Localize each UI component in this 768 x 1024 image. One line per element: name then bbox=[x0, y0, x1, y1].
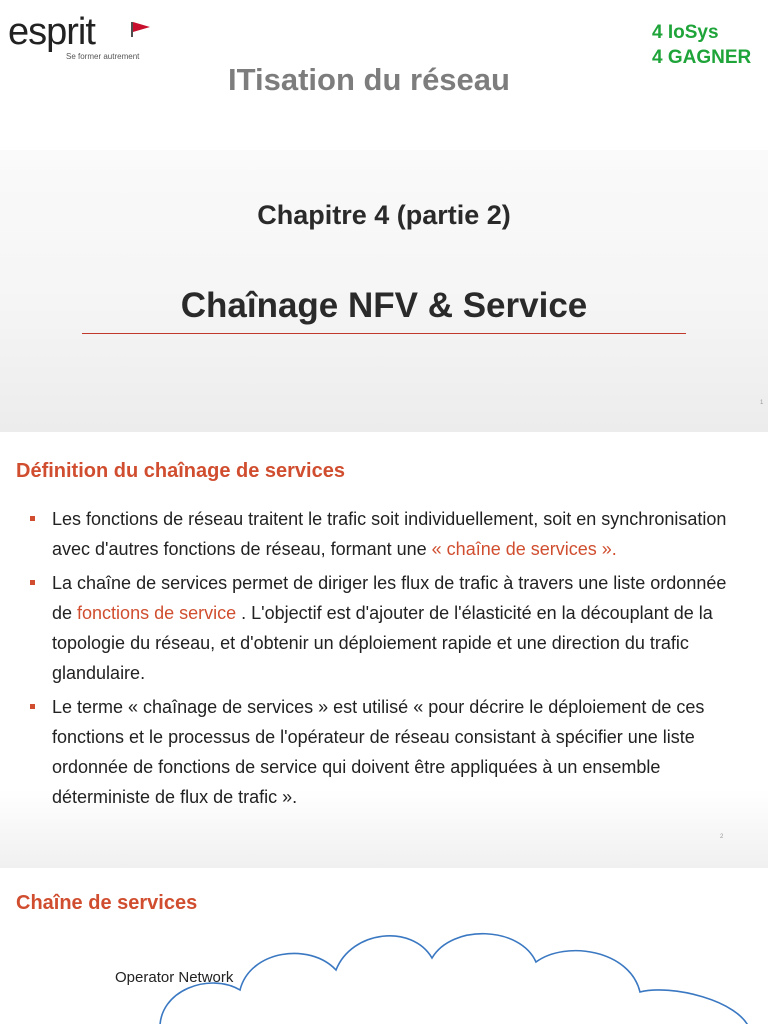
page-number: 1 bbox=[760, 400, 764, 406]
bullet-text-after: . L'objectif est d'ajouter de l'élasticité en la découplant de la topologie du réseau, et d'obtenir un déploiement rapide et une direction du trafic glandulaire. bbox=[52, 603, 713, 683]
logo-tagline: Se former autrement bbox=[66, 52, 140, 61]
title-slide bbox=[0, 0, 768, 432]
chapter-subtitle: Chapitre 4 (partie 2) bbox=[257, 200, 511, 230]
logo-wordmark: esprit bbox=[8, 11, 95, 53]
bullet-marker-icon bbox=[30, 704, 35, 709]
bullet-item bbox=[30, 568, 750, 688]
bullet-marker-icon bbox=[30, 516, 35, 521]
bullet-text: La chaîne de services permet de diriger les flux de trafic à travers une liste ordonnée de bbox=[52, 573, 727, 623]
title-underline bbox=[82, 333, 686, 334]
definition-heading: Définition du chaînage de services bbox=[16, 460, 345, 482]
bullet-highlight: « chaîne de services ». bbox=[431, 539, 617, 559]
service-chain-slide bbox=[0, 868, 768, 1024]
service-chain-heading: Chaîne de services bbox=[16, 892, 198, 914]
bullet-text: Les fonctions de réseau traitent le trafic soit individuellement, soit en synchronisation avec d'autres fonctions de réseau, formant une bbox=[52, 509, 727, 559]
course-title: ITisation du réseau bbox=[228, 62, 510, 97]
cloud-label: Operator Network bbox=[115, 969, 234, 986]
definition-slide bbox=[0, 432, 768, 868]
definition-bullet-list bbox=[30, 504, 750, 816]
course-tag-line2: 4 GAGNER bbox=[652, 47, 752, 68]
bullet-marker-icon bbox=[30, 580, 35, 585]
logo-flag-icon bbox=[130, 20, 152, 38]
course-tag-line1: 4 IoSys bbox=[652, 22, 719, 43]
slide-main-title: Chaînage NFV & Service bbox=[180, 286, 588, 325]
page-number: 2 bbox=[720, 834, 724, 840]
bullet-highlight: fonctions de service bbox=[77, 603, 237, 623]
bullet-text: Le terme « chaînage de services » est utilisé « pour décrire le déploiement de ces fonctions et le processus de l'opérateur de réseau consistant à spécifier une liste ordonnée de fonctions de service qui doivent être appliquées à un ensemble déterministe de flux de trafic ». bbox=[52, 697, 705, 807]
esprit-logo bbox=[8, 11, 148, 61]
bullet-item bbox=[30, 692, 750, 812]
bullet-item bbox=[30, 504, 750, 564]
